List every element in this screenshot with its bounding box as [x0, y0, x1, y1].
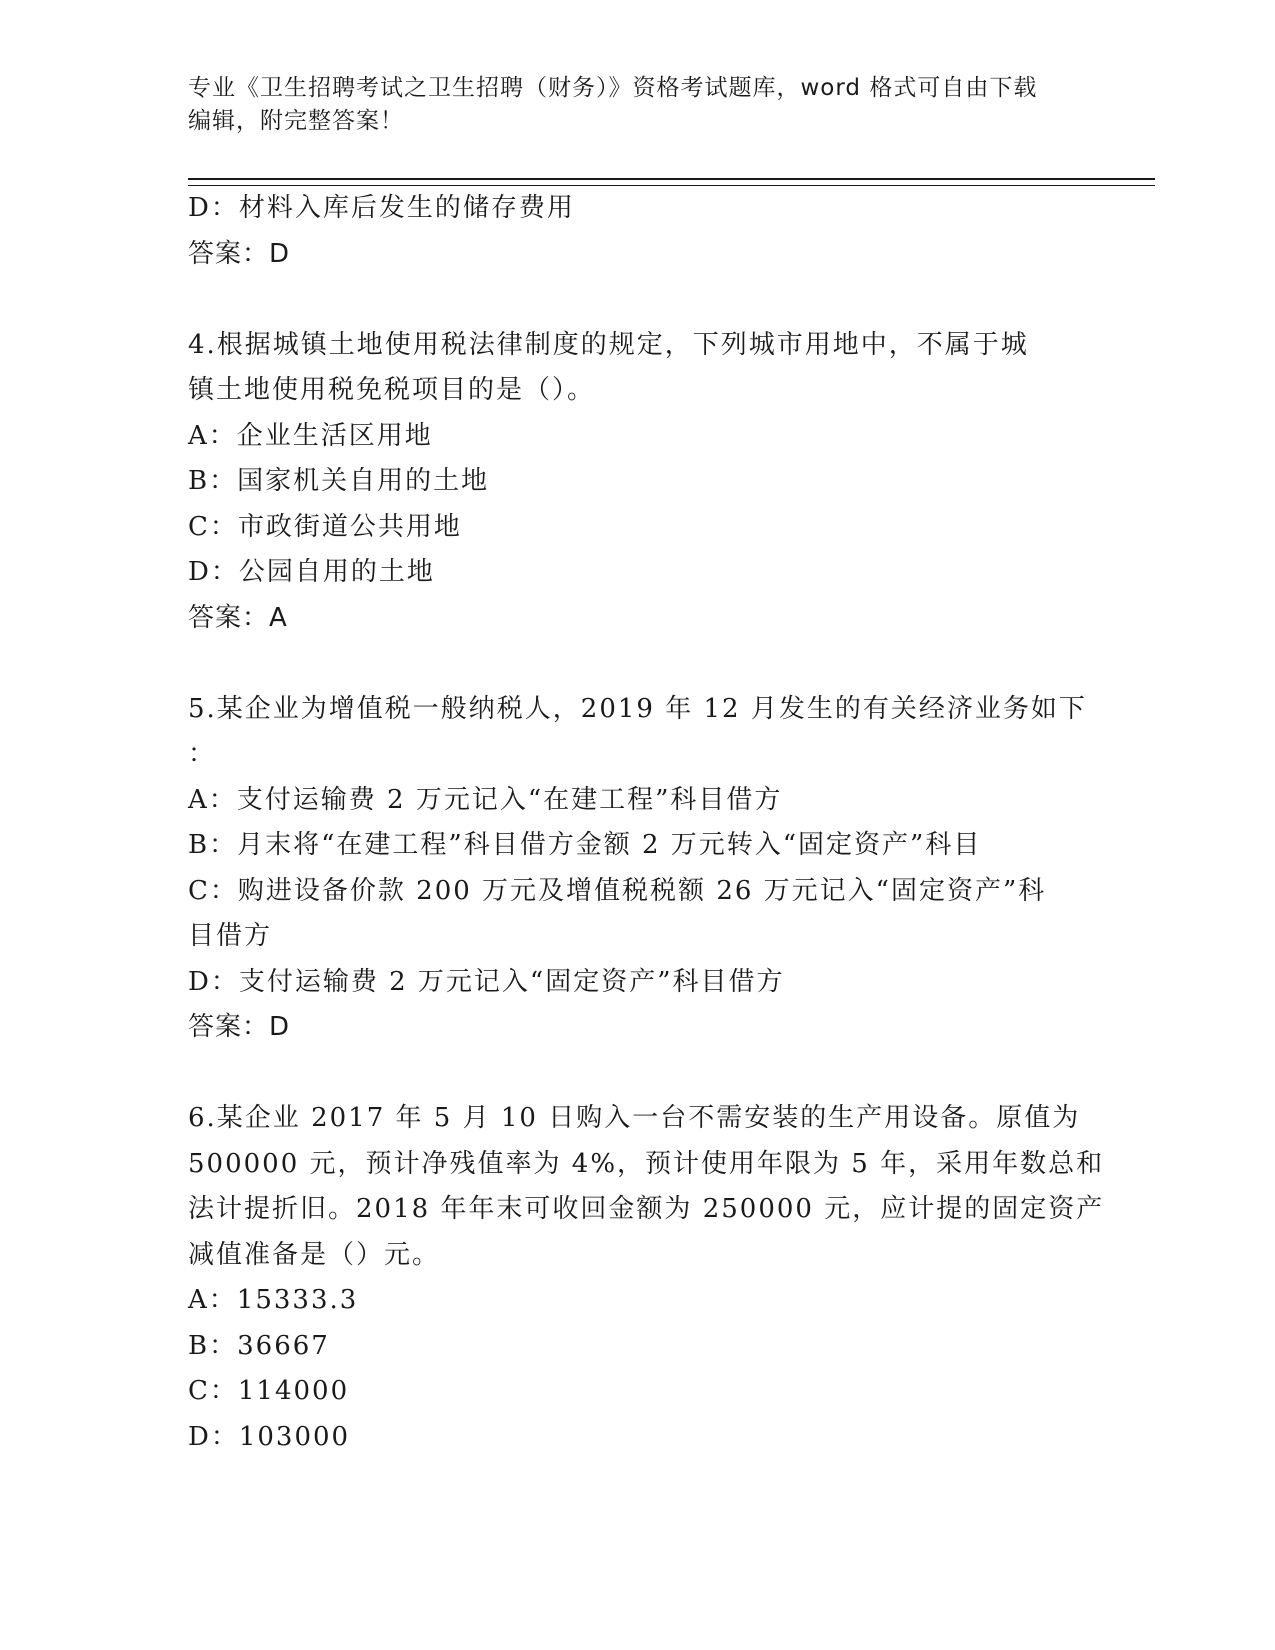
option-d: D：支付运输费 2 万元记入“固定资产”科目借方 — [188, 966, 785, 997]
option-a: A：15333.3 — [188, 1285, 359, 1315]
option-b: B：36667 — [188, 1330, 330, 1361]
question-4 — [188, 323, 1088, 642]
option-c: C：购进设备价款 200 万元及增值税税额 26 万元记入“固定资产”科 — [188, 875, 1047, 906]
header-line-1: 专业《卫生招聘考试之卫生招聘（财务）》资格考试题库，word 格式可自由下载 — [188, 75, 1038, 101]
document-header — [188, 72, 1088, 138]
option-d: D：公园自用的土地 — [188, 557, 435, 587]
option-c: C：市政街道公共用地 — [188, 511, 462, 542]
question-text: 500000 元，预计净残值率为 4%，预计使用年限为 5 年，采用年数总和 — [188, 1148, 1105, 1179]
question-text: 6.某企业 2017 年 5 月 10 日购入一台不需安装的生产用设备。原值为 — [188, 1103, 1081, 1133]
answer-label: 答案：D — [188, 1012, 291, 1042]
question-text: 5.某企业为增值税一般纳税人，2019 年 12 月发生的有关经济业务如下 — [188, 693, 1087, 724]
option-b: B：月末将“在建工程”科目借方金额 2 万元转入“固定资产”科目 — [188, 830, 982, 860]
option-a: A：支付运输费 2 万元记入“在建工程”科目借方 — [188, 784, 783, 815]
answer-label: 答案：D — [188, 238, 291, 269]
question-text: 4.根据城镇土地使用税法律制度的规定，下列城市用地中，不属于城 — [188, 329, 1029, 360]
question-5 — [188, 687, 1088, 1051]
option-c-continuation: 目借方 — [188, 921, 273, 951]
answer-label: 答案：A — [188, 602, 288, 633]
question-6 — [188, 1096, 1105, 1460]
option-d: D：103000 — [188, 1421, 351, 1452]
question-3-tail — [188, 186, 1088, 277]
question-text: 法计提折旧。2018 年年末可收回金额为 250000 元，应计提的固定资产 — [188, 1194, 1105, 1224]
question-text: 镇土地使用税免税项目的是（）。 — [188, 375, 596, 405]
option-a: A：企业生活区用地 — [188, 420, 433, 451]
question-text: ： — [188, 739, 217, 769]
option-c: C：114000 — [188, 1376, 350, 1406]
header-divider-thick — [188, 178, 1155, 180]
question-text: 减值准备是（）元。 — [188, 1239, 441, 1270]
header-line-2: 编辑，附完整答案！ — [188, 108, 404, 134]
option-d: D：材料入库后发生的储存费用 — [188, 193, 575, 223]
question-content — [188, 186, 1105, 1460]
option-b: B：国家机关自用的土地 — [188, 466, 490, 496]
